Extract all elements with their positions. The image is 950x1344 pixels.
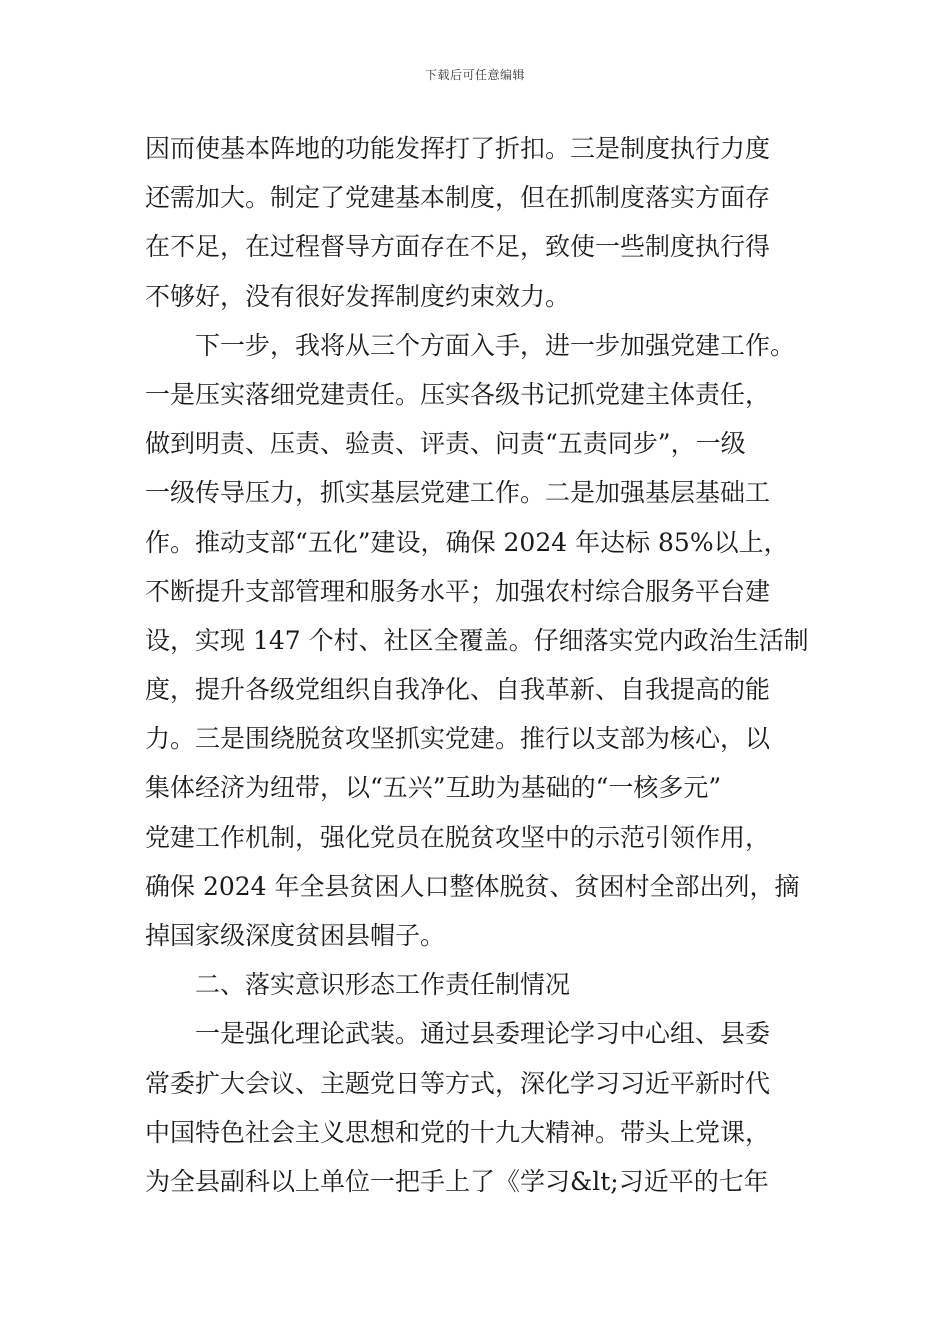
text-line: 不断提升支部管理和服务水平；加强农村综合服务平台建 bbox=[145, 576, 771, 606]
text-line: 掉国家级深度贫困县帽子。 bbox=[145, 921, 446, 950]
paragraph-first-line: 下一步，我将从三个方面入手，进一步加强党建工作。 bbox=[195, 330, 796, 360]
text-line: 为全县副科以上单位一把手上了《学习&lt;习近平的七年 bbox=[145, 1166, 769, 1196]
paragraph-first-line: 一是强化理论武装。通过县委理论学习中心组、县委 bbox=[195, 1019, 771, 1049]
document-body bbox=[145, 124, 815, 1206]
text-line: 集体经济为纽带，以“五兴”互助为基础的“一核多元” bbox=[145, 773, 722, 803]
text-line: 还需加大。制定了党建基本制度，但在抓制度落实方面存 bbox=[145, 183, 771, 213]
section-heading: 二、落实意识形态工作责任制情况 bbox=[195, 970, 571, 1000]
text-line: 在不足，在过程督导方面存在不足，致使一些制度执行得 bbox=[145, 232, 771, 262]
text-line: 度，提升各级党组织自我净化、自我革新、自我提高的能 bbox=[145, 675, 771, 705]
text-line: 常委扩大会议、主题党日等方式，深化学习习近平新时代 bbox=[145, 1068, 771, 1098]
text-line: 做到明责、压责、验责、评责、问责“五责同步”，一级 bbox=[145, 429, 746, 459]
text-line: 一级传导压力，抓实基层党建工作。二是加强基层基础工 bbox=[145, 478, 771, 508]
text-line: 中国特色社会主义思想和党的十九大精神。带头上党课， bbox=[145, 1117, 771, 1147]
text-line: 因而使基本阵地的功能发挥打了折扣。三是制度执行力度 bbox=[145, 134, 771, 163]
page-header-note: 下载后可任意编辑 bbox=[424, 68, 525, 82]
text-line: 一是压实落细党建责任。压实各级书记抓党建主体责任， bbox=[145, 379, 771, 409]
text-line: 党建工作机制，强化党员在脱贫攻坚中的示范引领作用， bbox=[145, 822, 771, 852]
text-line: 设，实现 147 个村、社区全覆盖。仔细落实党内政治生活制 bbox=[145, 625, 809, 655]
text-line: 确保 2024 年全县贫困人口整体脱贫、贫困村全部出列，摘 bbox=[145, 871, 800, 901]
text-line: 作。推动支部“五化”建设，确保 2024 年达标 85%以上， bbox=[145, 527, 789, 557]
text-line: 不够好，没有很好发挥制度约束效力。 bbox=[145, 281, 571, 311]
text-line: 力。三是围绕脱贫攻坚抓实党建。推行以支部为核心，以 bbox=[145, 724, 771, 754]
